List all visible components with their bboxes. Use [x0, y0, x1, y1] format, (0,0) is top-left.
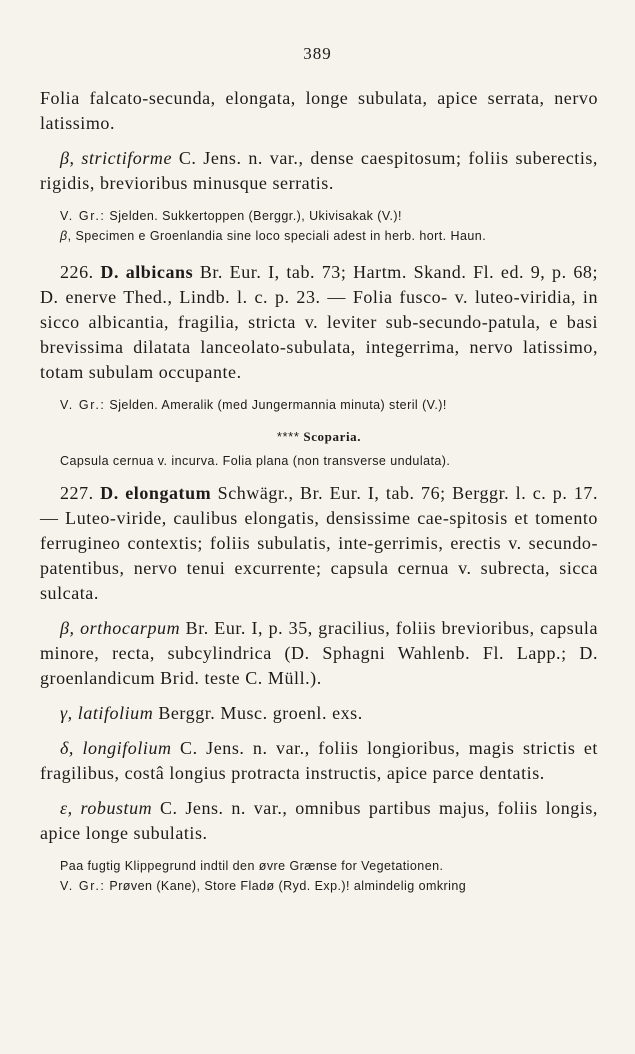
paragraph-variety-gamma [40, 701, 598, 726]
region-abbrev: V. Gr.: [60, 879, 106, 893]
page-number: 389 [303, 44, 332, 63]
species-name: D. elongatum [100, 483, 212, 503]
greek-letter: ε, [60, 798, 73, 818]
paragraph-locality [40, 876, 598, 896]
text: Schwägr., Br. Eur. I, tab. 76; Berggr. l. c. p. 17. — Luteo-viride, caulibus elongatis, densissime cae-spitosis et tomento ferrugineo contextis; foliis subulatis, inte-gerrimis, erectis v. secundo-patentibus, nervo tenui excurrente; capsula cernua v. subrecta, sicca sulcata. [40, 483, 598, 603]
entry-number: 226. [60, 262, 101, 282]
text: C. Jens. n. var., foliis longioribus, magis strictis et fragilibus, costâ longius protracta instructis, apice parce dentatis. [40, 738, 598, 783]
region-abbrev: V. Gr.: [60, 209, 106, 223]
text: Berggr. Musc. groenl. exs. [153, 703, 363, 723]
variety-name: robustum [80, 798, 153, 818]
text: C. Jens. n. var., omnibus partibus majus, foliis longis, apice longe subulatis. [40, 798, 598, 843]
paragraph-habitat [40, 856, 598, 876]
text: Br. Eur. I, tab. 73; Hartm. Skand. Fl. ed. 9, p. 68; D. enerve Thed., Lindb. l. c. p. 23. — Folia fusco- v. luteo-viridia, in sicco albicantia, fragilia, stricta v. leviter sub-secundo-patula, e basi brevissima dilatata lanceolato-subulata, integerrima, nervo latissimo, totam subulam occupante. [40, 262, 599, 382]
variety-name: latifolium [77, 703, 154, 723]
section-title: Scoparia. [303, 429, 362, 444]
paragraph-variety-beta: β, strictiforme C. Jens. n. var., dense caespitosum; foliis suberectis, rigidis, brevioribus minusque serratis. [40, 148, 598, 193]
paragraph-locality [40, 206, 598, 246]
stars-mark: **** [276, 429, 300, 444]
text: Sjelden. Sukkertoppen (Berggr.), Ukivisakak (V.)! [105, 209, 402, 223]
variety-name: strictiforme [81, 148, 173, 168]
variety-name: orthocarpum [80, 618, 181, 638]
region-abbrev: V. Gr.: [60, 398, 106, 412]
text: C. Jens. n. var., dense caespitosum; foliis suberectis, rigidis, brevioribus minusque serratis. [40, 148, 598, 193]
text: Prøven (Kane), Store Fladø (Ryd. Exp.)! almindelig omkring [105, 879, 467, 893]
paragraph-variety-delta [40, 736, 598, 786]
text: Folia falcato-secunda, elongata, longe subulata, apice serrata, nervo latissimo. [40, 88, 598, 133]
text: , Specimen e Groenlandia sine loco speciali adest in herb. hort. Haun. [67, 229, 487, 243]
text: Sjelden. Ameralik (med Jungermannia minuta) steril (V.)! [105, 398, 447, 412]
entry-number: 227. [60, 483, 101, 503]
greek-letter: β [60, 229, 68, 243]
paragraph-variety-beta [40, 616, 598, 691]
greek-letter: β [60, 148, 70, 168]
paragraph-description [40, 86, 598, 136]
greek-letter: γ, [60, 703, 73, 723]
paragraph-locality [40, 395, 598, 415]
paragraph-species-227 [40, 481, 598, 606]
text: Paa fugtig Klippegrund indtil den øvre Grænse for Vegetationen. [60, 859, 444, 873]
paragraph-species-226 [40, 260, 598, 385]
greek-letter: δ, [60, 738, 74, 758]
paragraph-variety-epsilon [40, 796, 598, 846]
greek-letter: β, [60, 618, 75, 638]
variety-name: longifolium [82, 738, 172, 758]
page-body [40, 86, 598, 896]
species-name: D. albicans [100, 262, 194, 282]
paragraph-section-note [40, 451, 598, 471]
text: Capsula cernua v. incurva. Folia plana (non transverse undulata). [60, 454, 451, 468]
text: Br. Eur. I, p. 35, gracilius, foliis brevioribus, capsula minore, recta, subcylindrica (D. Sphagni Wahlenb. Fl. Lapp.; D. groenlandicum Brid. teste C. Müll.). [40, 618, 598, 688]
section-heading [40, 429, 598, 445]
